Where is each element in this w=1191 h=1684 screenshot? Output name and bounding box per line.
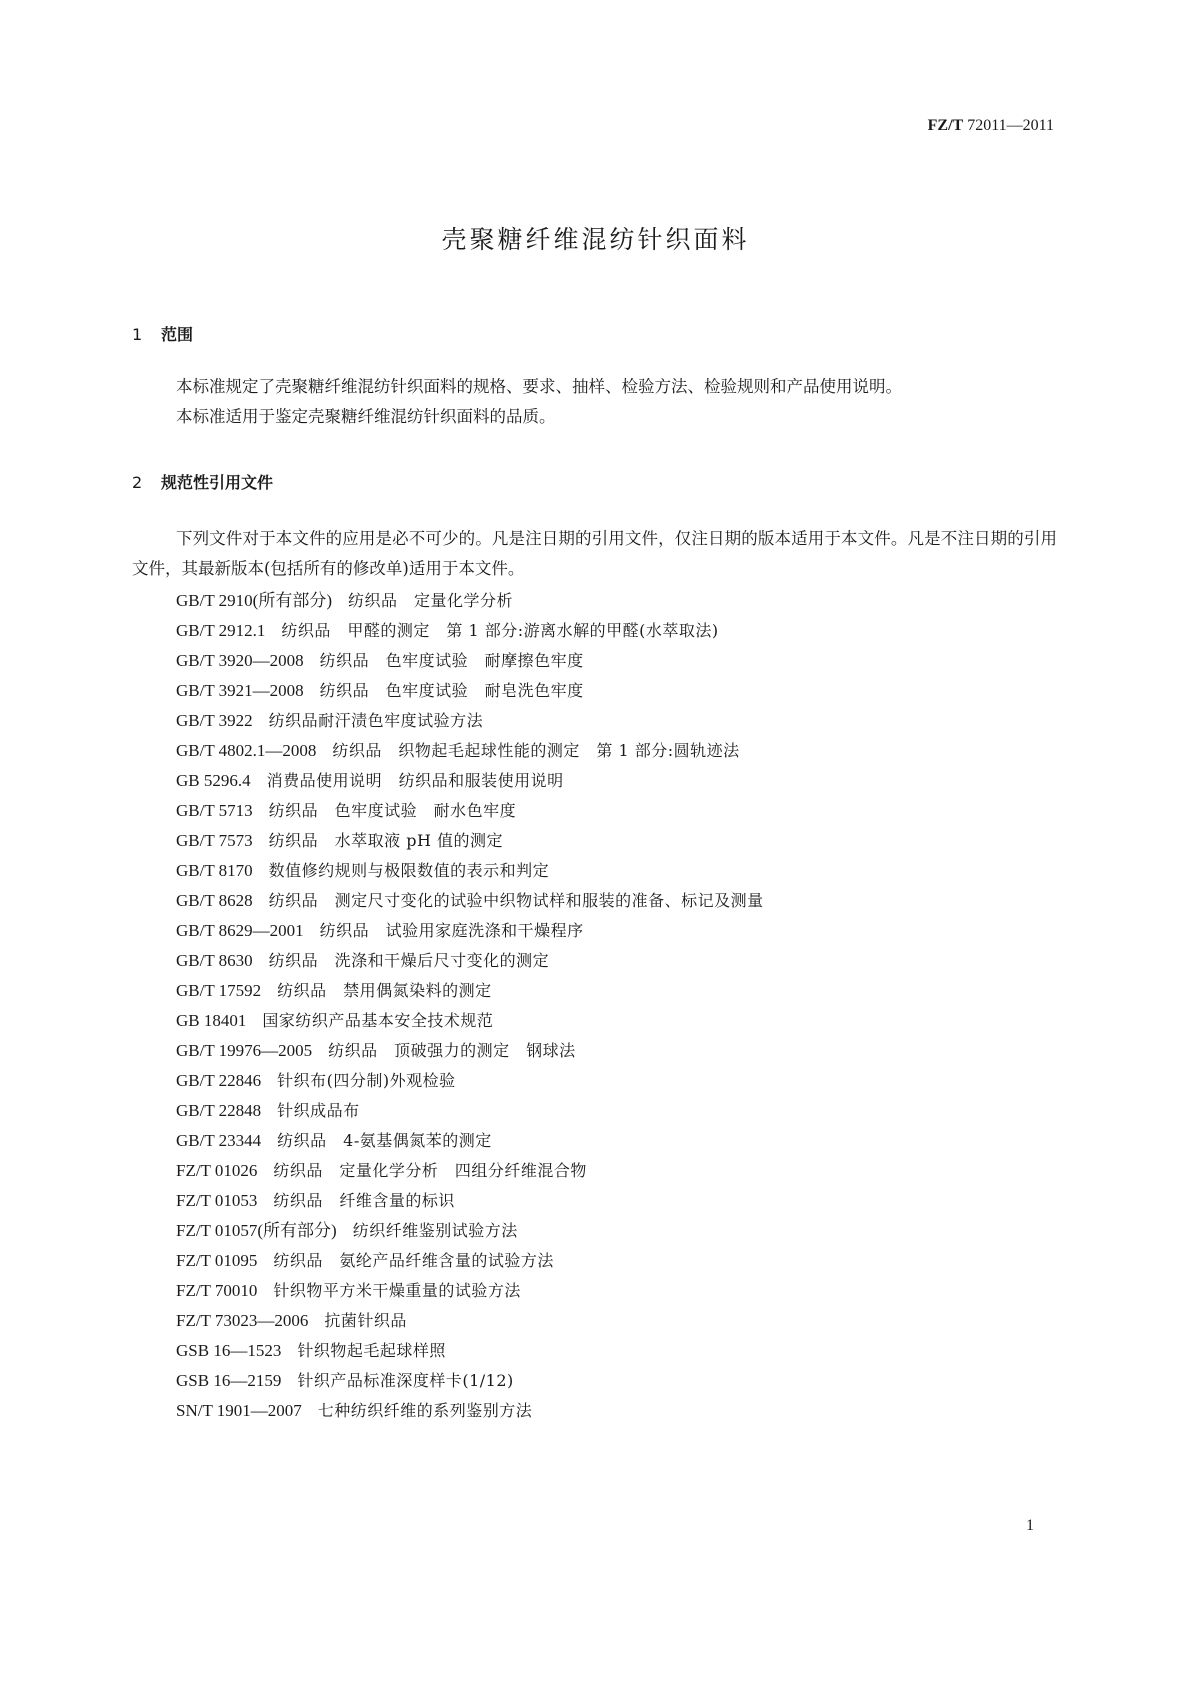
reference-item: [176, 856, 764, 886]
reference-title: 纺织品 洗涤和干燥后尺寸变化的测定: [268, 951, 550, 970]
reference-title: 针织布(四分制)外观检验: [277, 1071, 456, 1090]
reference-code: GB/T 19976—2005: [176, 1041, 313, 1060]
reference-item: [176, 736, 764, 766]
reference-item: [176, 1066, 764, 1096]
reference-title: 纺织品 4-氨基偶氮苯的测定: [277, 1131, 492, 1150]
document-title: 壳聚糖纤维混纺针织面料: [441, 225, 750, 254]
reference-code: GB/T 3921—2008: [176, 681, 304, 700]
reference-list: [176, 586, 764, 1426]
reference-title: 纺织品 禁用偶氮染料的测定: [277, 981, 492, 1000]
reference-code: GB/T 8628: [176, 891, 253, 910]
reference-title: 抗菌针织品: [324, 1311, 407, 1330]
reference-item: [176, 1126, 764, 1156]
reference-code: GB/T 3920—2008: [176, 651, 304, 670]
reference-item: [176, 796, 764, 826]
section-title: 范围: [161, 325, 194, 344]
reference-item: [176, 646, 764, 676]
reference-title: 纺织品 氨纶产品纤维含量的试验方法: [273, 1251, 554, 1270]
reference-code: FZ/T 01053: [176, 1191, 258, 1210]
page-number: 1: [1026, 1517, 1034, 1534]
reference-title: 纺织品 色牢度试验 耐皂洗色牢度: [319, 681, 584, 700]
reference-code: GB/T 4802.1—2008: [176, 741, 317, 760]
section-title: 规范性引用文件: [161, 473, 274, 492]
reference-title: 纺织品 纤维含量的标识: [273, 1191, 455, 1210]
reference-title: 针织物起毛起球样照: [297, 1341, 446, 1360]
reference-code: FZ/T 01095: [176, 1251, 258, 1270]
reference-item: [176, 706, 764, 736]
reference-item: [176, 916, 764, 946]
reference-title: 纺织品 定量化学分析 四组分纤维混合物: [273, 1161, 587, 1180]
reference-title: 针织成品布: [277, 1101, 360, 1120]
reference-code: GSB 16—1523: [176, 1341, 282, 1360]
reference-title: 纺织品 测定尺寸变化的试验中织物试样和服装的准备、标记及测量: [268, 891, 764, 910]
reference-title: 纺织品 试验用家庭洗涤和干燥程序: [319, 921, 584, 940]
reference-item: [176, 946, 764, 976]
reference-item: [176, 1096, 764, 1126]
reference-title: 纺织品耐汗渍色牢度试验方法: [268, 711, 484, 730]
reference-code: GB/T 5713: [176, 801, 253, 820]
reference-title: 纺织品 水萃取液 pH 值的测定: [268, 831, 504, 850]
reference-item: [176, 1006, 764, 1036]
reference-item: [176, 1246, 764, 1276]
section-number: 1: [132, 325, 143, 344]
reference-item: [176, 766, 764, 796]
section-number: 2: [132, 473, 143, 492]
reference-title: 纺织品 定量化学分析: [348, 591, 514, 610]
reference-code: GB/T 8630: [176, 951, 253, 970]
reference-code: SN/T 1901—2007: [176, 1401, 302, 1420]
reference-title: 针织产品标准深度样卡(1/12): [297, 1371, 514, 1390]
reference-item: [176, 586, 764, 616]
reference-code: GB/T 3922: [176, 711, 253, 730]
reference-title: 数值修约规则与极限数值的表示和判定: [268, 861, 550, 880]
reference-code: GB/T 8629—2001: [176, 921, 304, 940]
reference-item: [176, 1366, 764, 1396]
reference-item: [176, 1186, 764, 1216]
reference-item: [176, 1306, 764, 1336]
reference-code: GB/T 7573: [176, 831, 253, 850]
reference-code: GB/T 2910(所有部分): [176, 591, 332, 610]
reference-code: GB 5296.4: [176, 771, 251, 790]
reference-item: [176, 1156, 764, 1186]
reference-code: GB/T 22848: [176, 1101, 262, 1120]
standard-prefix: FZ/T: [927, 117, 964, 134]
reference-code: GB 18401: [176, 1011, 247, 1030]
reference-title: 纺织品 色牢度试验 耐摩擦色牢度: [319, 651, 584, 670]
reference-item: [176, 886, 764, 916]
reference-code: FZ/T 70010: [176, 1281, 258, 1300]
reference-title: 纺织纤维鉴别试验方法: [352, 1221, 518, 1240]
scope-paragraph-1: 本标准规定了壳聚糖纤维混纺针织面料的规格、要求、抽样、检验方法、检验规则和产品使用说明。: [176, 377, 902, 396]
reference-item: [176, 1276, 764, 1306]
reference-item: [176, 976, 764, 1006]
standard-number: [928, 117, 1054, 135]
reference-code: GB/T 23344: [176, 1131, 262, 1150]
reference-code: GB/T 22846: [176, 1071, 262, 1090]
reference-item: [176, 1216, 764, 1246]
references-intro: 下列文件对于本文件的应用是必不可少的。凡是注日期的引用文件，仅注日期的版本适用于本文件。凡是不注日期的引用文件，其最新版本(包括所有的修改单)适用于本文件。: [132, 529, 1057, 578]
section-1-heading: [132, 322, 193, 345]
reference-item: [176, 826, 764, 856]
reference-code: GB/T 17592: [176, 981, 262, 1000]
reference-code: GB/T 2912.1: [176, 621, 266, 640]
reference-title: 七种纺织纤维的系列鉴别方法: [317, 1401, 533, 1420]
reference-item: [176, 616, 764, 646]
reference-title: 纺织品 顶破强力的测定 钢球法: [328, 1041, 576, 1060]
reference-item: [176, 1396, 764, 1426]
reference-code: GB/T 8170: [176, 861, 253, 880]
reference-title: 纺织品 甲醛的测定 第 1 部分:游离水解的甲醛(水萃取法): [281, 621, 719, 640]
standard-code: 72011—2011: [967, 117, 1054, 134]
scope-paragraph-2: 本标准适用于鉴定壳聚糖纤维混纺针织面料的品质。: [176, 407, 556, 426]
reference-title: 国家纺织产品基本安全技术规范: [262, 1011, 494, 1030]
reference-code: FZ/T 01057(所有部分): [176, 1221, 337, 1240]
section-2-heading: [132, 470, 273, 493]
reference-code: FZ/T 73023—2006: [176, 1311, 309, 1330]
reference-item: [176, 1336, 764, 1366]
reference-title: 纺织品 织物起毛起球性能的测定 第 1 部分:圆轨迹法: [332, 741, 740, 760]
reference-code: GSB 16—2159: [176, 1371, 282, 1390]
reference-title: 针织物平方米干燥重量的试验方法: [273, 1281, 521, 1300]
reference-title: 纺织品 色牢度试验 耐水色牢度: [268, 801, 517, 820]
reference-title: 消费品使用说明 纺织品和服装使用说明: [266, 771, 564, 790]
reference-item: [176, 676, 764, 706]
reference-item: [176, 1036, 764, 1066]
reference-code: FZ/T 01026: [176, 1161, 258, 1180]
